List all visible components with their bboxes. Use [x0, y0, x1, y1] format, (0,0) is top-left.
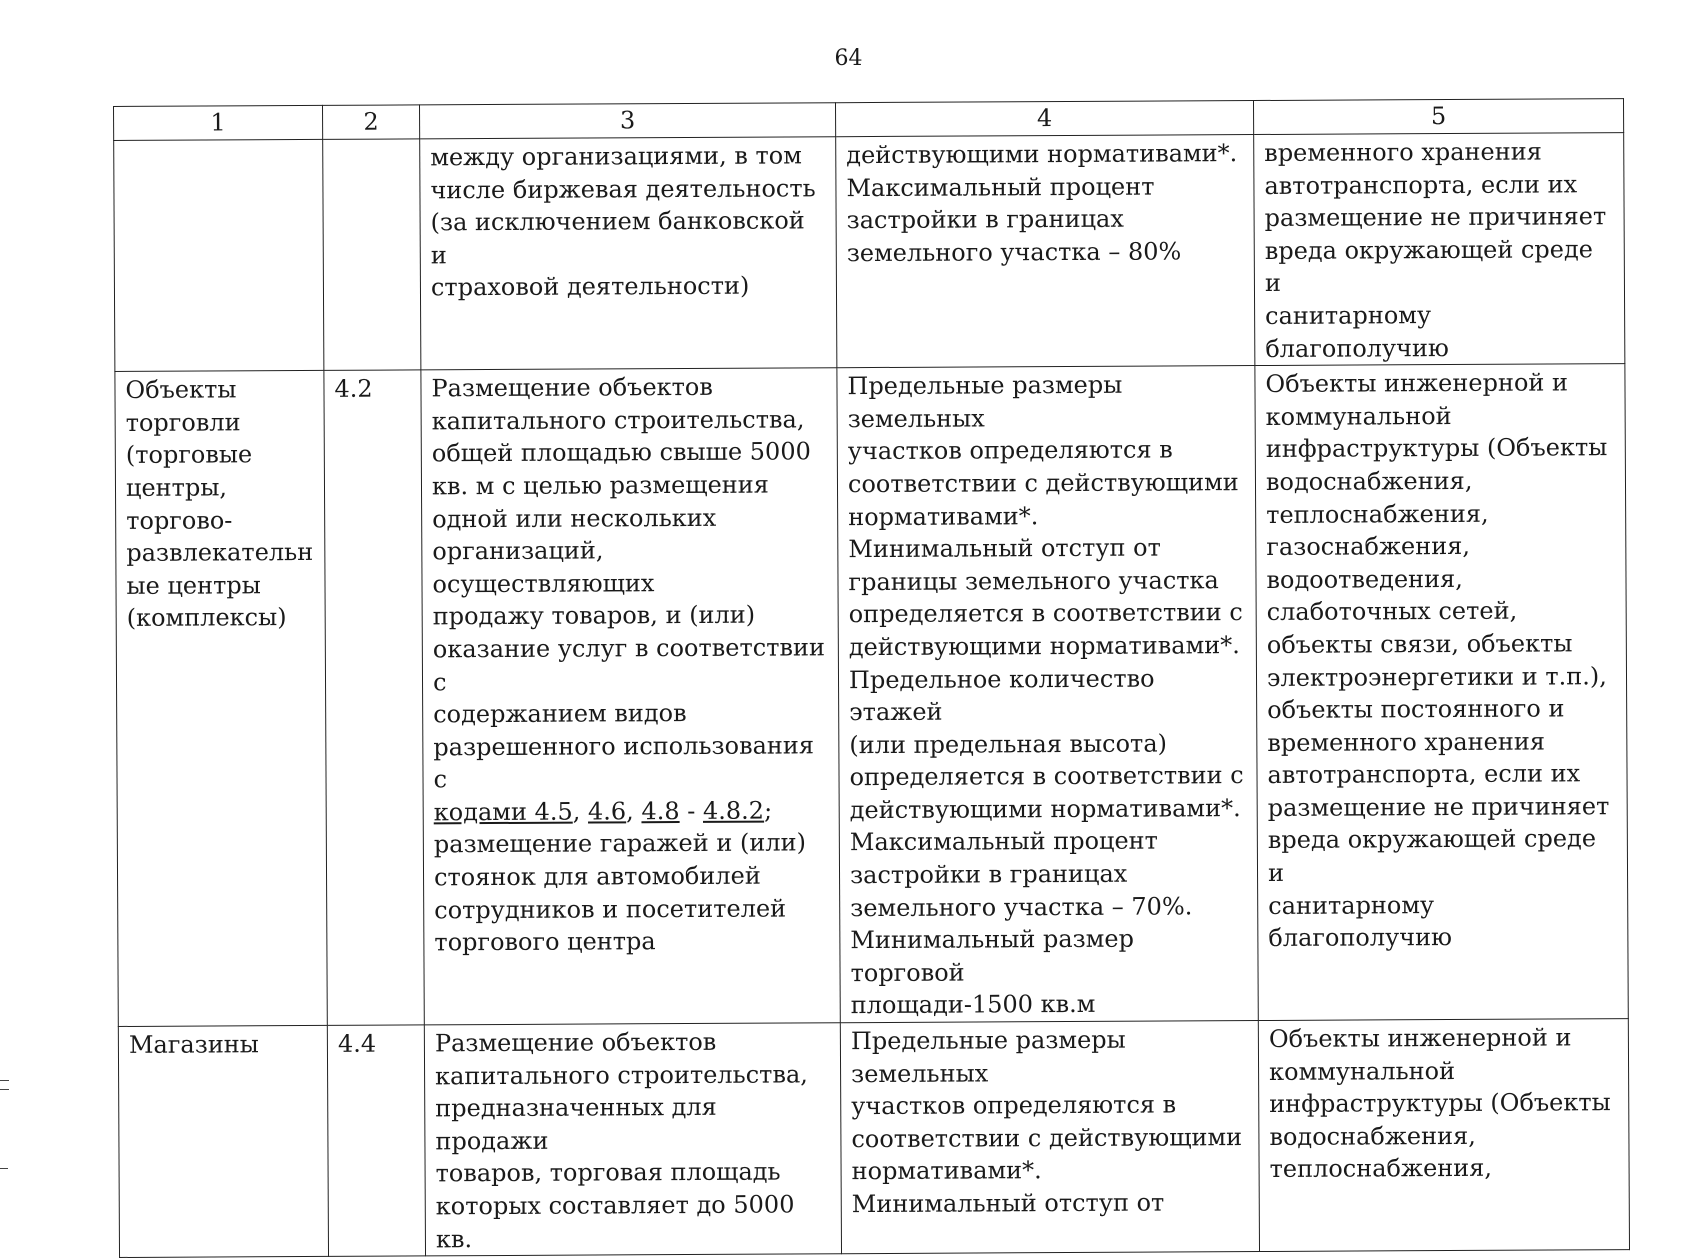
- separator: ,: [626, 797, 642, 826]
- text-line: страховой деятельности): [430, 272, 750, 302]
- column-header: 1: [114, 105, 323, 140]
- text-line: Предельное количество этажей: [848, 664, 1155, 727]
- text-line: автотранспорта, если их: [1264, 169, 1578, 200]
- text-line: капитального строительства,: [431, 405, 805, 436]
- text-line: размещение гаражей и (или): [433, 828, 806, 859]
- text-line: развлекательн: [126, 538, 314, 568]
- text-line: товаров, торговая площадь: [435, 1157, 781, 1188]
- text-line: предназначенных для продажи: [435, 1093, 717, 1156]
- text-line: застройки в границах: [849, 859, 1128, 890]
- text-line: капитального строительства,: [435, 1060, 808, 1090]
- code-link[interactable]: 4.8: [641, 796, 680, 826]
- text-line: (комплексы): [126, 603, 287, 633]
- text-line: земельного участка – 80%: [846, 237, 1182, 267]
- text-line: Объекты: [125, 375, 237, 405]
- text-line: площади-1500 кв.м: [850, 990, 1096, 1020]
- column-header: 3: [419, 103, 835, 139]
- text-line: Максимальный процент: [846, 172, 1155, 202]
- text-line: коммунальной: [1268, 1056, 1456, 1086]
- code-link[interactable]: кодами 4.5: [433, 797, 573, 827]
- text-line: инфраструктуры (Объекты: [1265, 433, 1608, 464]
- text-line: разрешенного использования с: [433, 731, 815, 794]
- text-line: одной или нескольких: [432, 503, 717, 533]
- text-line: нормативами*.: [848, 501, 1039, 531]
- text-line: торговли: [125, 408, 241, 437]
- text-line: которых составляет до 5000 кв.: [435, 1190, 795, 1253]
- separator: -: [679, 796, 704, 825]
- text-line: определяется в соответствии с: [848, 598, 1243, 629]
- text-line: благополучию: [1268, 923, 1453, 953]
- text-line: санитарному: [1268, 890, 1435, 920]
- use-code-cell: 4.4: [327, 1025, 425, 1257]
- auxiliary-uses-cell: [1255, 364, 1628, 1021]
- text-line: Объекты инженерной и: [1268, 1023, 1572, 1053]
- table-row: [115, 364, 1628, 1027]
- text-line: размещение не причиняет: [1264, 202, 1607, 233]
- text-line: объекты постоянного и: [1267, 694, 1565, 725]
- text-line: теплоснабжения,: [1266, 499, 1489, 529]
- table-row: [114, 133, 1625, 372]
- column-header: 5: [1253, 99, 1623, 135]
- text-line: коммунальной: [1265, 401, 1452, 431]
- page-number: 64: [834, 46, 863, 71]
- text-line: кв. м с целью размещения: [431, 470, 769, 501]
- use-code-cell: [323, 139, 421, 371]
- text-line: содержанием видов: [433, 699, 687, 729]
- text-line: Магазины: [128, 1030, 259, 1059]
- text-line: застройки в границах: [846, 204, 1124, 235]
- text-line: торгового центра: [434, 927, 656, 957]
- text-line: газоснабжения,: [1266, 532, 1471, 562]
- text-line: водоотведения,: [1266, 564, 1463, 594]
- text-line: участков определяются в: [847, 435, 1173, 466]
- text-line: оказание услуг в соответствии с: [432, 633, 826, 696]
- use-code-cell: 4.2: [324, 370, 424, 1025]
- text-line: нормативами*.: [851, 1156, 1042, 1186]
- table-row: [118, 1019, 1629, 1258]
- text-line: ые центры: [126, 570, 261, 600]
- code-link[interactable]: 4.6: [587, 797, 627, 826]
- separator: ,: [572, 797, 589, 826]
- use-name-cell: [115, 371, 327, 1027]
- scan-margin-mark: [0, 1080, 9, 1081]
- text-line: между организациями, в том: [430, 141, 802, 172]
- text-line: сотрудников и посетителей: [434, 894, 787, 924]
- text-line: (торговые: [125, 440, 253, 470]
- text-line: Размещение объектов: [434, 1027, 717, 1058]
- text-line: слаботочных сетей,: [1266, 596, 1518, 627]
- separator: ;: [763, 796, 773, 825]
- text-line: Размещение объектов: [431, 373, 713, 403]
- text-line: границы земельного участка: [848, 565, 1219, 596]
- text-line: Максимальный процент: [849, 827, 1158, 857]
- parameters-cell: [836, 135, 1255, 368]
- text-line: участков определяются в: [851, 1090, 1177, 1121]
- text-line: соответствии с действующими: [847, 468, 1239, 499]
- use-name-cell: [114, 139, 324, 371]
- description-cell: [420, 137, 837, 370]
- code-link[interactable]: 4.8.2: [702, 796, 765, 825]
- text-line: (или предельная высота): [849, 729, 1168, 759]
- text-line: земельного участка – 70%.: [850, 892, 1193, 922]
- text-line: автотранспорта, если их: [1267, 759, 1581, 790]
- parameters-cell: [837, 366, 1258, 1023]
- text-line: стоянок для автомобилей: [433, 861, 761, 892]
- text-line: благополучию: [1265, 333, 1449, 363]
- use-name-cell: [118, 1025, 328, 1257]
- text-line: теплоснабжения,: [1269, 1154, 1493, 1184]
- text-line: [434, 794, 831, 829]
- text-line: размещение не причиняет: [1267, 792, 1610, 822]
- text-line: временного хранения: [1264, 137, 1542, 167]
- text-line: Объекты инженерной и: [1265, 368, 1569, 399]
- text-line: инфраструктуры (Объекты: [1269, 1088, 1611, 1119]
- text-line: торгово-: [126, 505, 233, 535]
- text-line: объекты связи, объекты: [1266, 629, 1573, 659]
- description-cell: [424, 1023, 841, 1256]
- scan-margin-dash: [0, 1168, 8, 1169]
- land-use-table: [113, 98, 1630, 1258]
- text-line: водоснабжения,: [1265, 466, 1473, 496]
- parameters-cell: [840, 1021, 1259, 1254]
- text-line: временного хранения: [1267, 727, 1546, 757]
- text-line: центры,: [125, 473, 228, 502]
- text-line: электроэнергетики и т.п.),: [1266, 661, 1607, 692]
- text-line: общей площадью свыше 5000: [431, 437, 811, 468]
- text-line: Минимальный отступ от: [851, 1188, 1165, 1219]
- auxiliary-uses-cell: [1258, 1019, 1629, 1252]
- text-line: вреда окружающей среде и: [1267, 824, 1597, 888]
- text-line: организаций, осуществляющих: [432, 536, 655, 599]
- text-line: определяется в соответствии с: [849, 761, 1244, 792]
- text-line: санитарному: [1265, 301, 1432, 330]
- text-line: действующими нормативами*.: [849, 793, 1241, 825]
- column-header: 4: [835, 101, 1253, 137]
- column-header: 2: [322, 105, 419, 140]
- description-cell: [421, 368, 840, 1025]
- text-line: соответствии с действующими: [851, 1122, 1243, 1153]
- text-line: Предельные размеры земельных: [847, 370, 1123, 433]
- text-line: водоснабжения,: [1269, 1121, 1476, 1151]
- text-line: Минимальный отступ от: [848, 533, 1161, 564]
- text-line: вреда окружающей среде и: [1264, 235, 1593, 298]
- text-line: действующими нормативами*.: [848, 631, 1240, 662]
- text-line: Минимальный размер торговой: [850, 924, 1135, 987]
- text-line: Предельные размеры земельных: [850, 1025, 1126, 1088]
- text-line: (за исключением банковской и: [430, 206, 805, 270]
- text-line: продажу товаров, и (или): [432, 600, 756, 631]
- text-line: действующими нормативами*.: [846, 139, 1238, 170]
- auxiliary-uses-cell: [1254, 133, 1625, 366]
- text-line: числе биржевая деятельность: [430, 173, 816, 204]
